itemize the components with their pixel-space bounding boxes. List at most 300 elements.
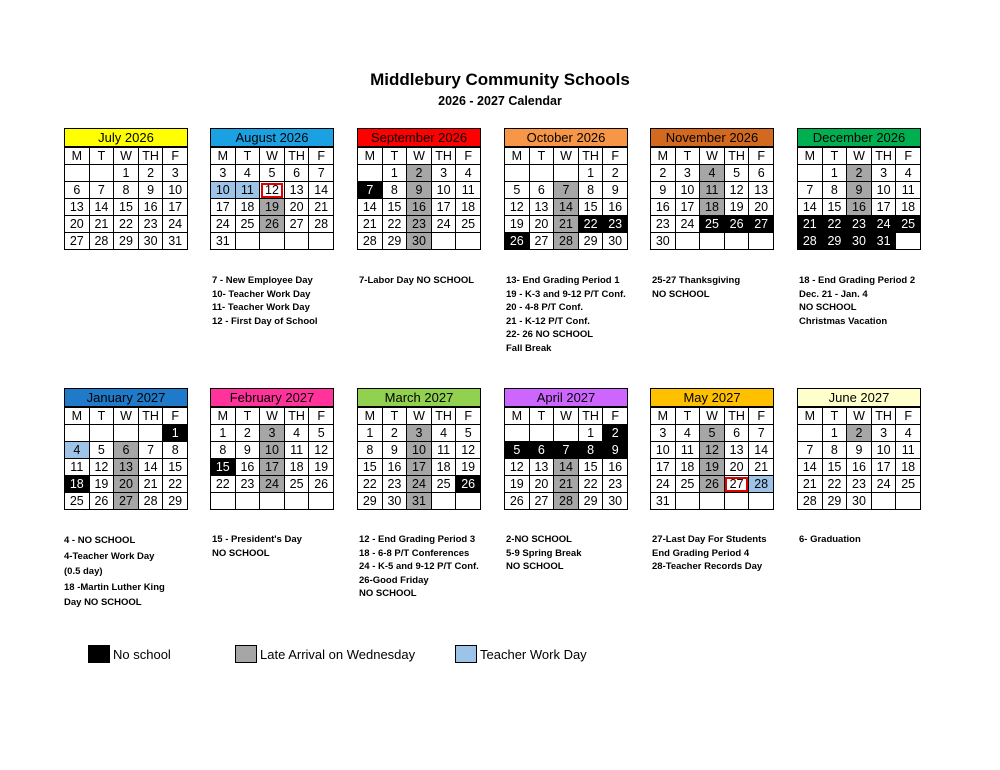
day-cell: 22 [358, 476, 383, 493]
day-cell: 13 [749, 182, 774, 199]
weekday-header: T [235, 408, 260, 425]
day-cell: 26 [89, 493, 114, 510]
day-cell: 25 [65, 493, 90, 510]
weekday-header: W [260, 148, 285, 165]
legend-label: Late Arrival on Wednesday [260, 646, 416, 662]
weekday-header: T [675, 148, 700, 165]
day-cell: 26 [309, 476, 334, 493]
month-table [357, 407, 481, 510]
weekday-header: T [382, 148, 407, 165]
day-cell: 18 [896, 459, 921, 476]
day-cell: 4 [284, 425, 309, 442]
weekday-header: TH [871, 408, 896, 425]
day-cell: 4 [235, 165, 260, 182]
weekday-header: W [554, 148, 579, 165]
month-april-2027 [504, 388, 628, 510]
legend-label: Teacher Work Day [480, 646, 587, 662]
day-cell: 3 [871, 165, 896, 182]
day-cell: 24 [407, 476, 432, 493]
note-line: 5-9 Spring Break [506, 547, 582, 559]
day-cell: 9 [651, 182, 676, 199]
weekday-header: TH [431, 148, 456, 165]
day-cell [456, 233, 481, 250]
month-notes [799, 533, 861, 547]
weekday-header: T [89, 408, 114, 425]
day-cell: 2 [407, 165, 432, 182]
day-cell: 10 [260, 442, 285, 459]
day-cell: 2 [847, 165, 872, 182]
day-cell: 29 [382, 233, 407, 250]
month-notes [212, 533, 302, 560]
day-cell: 5 [260, 165, 285, 182]
day-cell: 9 [847, 182, 872, 199]
day-cell [260, 493, 285, 510]
weekday-header: TH [724, 148, 749, 165]
note-line: 4 - NO SCHOOL [64, 535, 136, 546]
day-cell: 24 [211, 216, 236, 233]
day-cell: 10 [871, 442, 896, 459]
day-cell: 3 [871, 425, 896, 442]
note-line: NO SCHOOL [212, 547, 270, 559]
day-cell [554, 425, 579, 442]
day-cell: 6 [65, 182, 90, 199]
weekday-header: F [896, 408, 921, 425]
day-cell [554, 165, 579, 182]
day-cell: 6 [529, 182, 554, 199]
day-cell: 9 [407, 182, 432, 199]
day-cell: 21 [554, 216, 579, 233]
weekday-header: M [505, 148, 530, 165]
weekday-header: F [456, 408, 481, 425]
day-cell: 31 [407, 493, 432, 510]
weekday-header: W [700, 408, 725, 425]
note-line: 24 - K-5 and 9-12 P/T Conf. [359, 561, 479, 573]
day-cell: 26 [505, 493, 530, 510]
day-cell: 22 [578, 476, 603, 493]
day-cell: 17 [431, 199, 456, 216]
month-table [504, 147, 628, 250]
day-cell: 7 [798, 182, 823, 199]
note-line: 15 - President's Day [212, 534, 302, 545]
day-cell: 11 [896, 182, 921, 199]
day-cell: 15 [578, 199, 603, 216]
month-table [797, 407, 921, 510]
day-cell: 16 [847, 459, 872, 476]
day-cell: 24 [163, 216, 188, 233]
day-cell: 13 [65, 199, 90, 216]
day-cell: 8 [358, 442, 383, 459]
day-cell: 9 [603, 182, 628, 199]
day-cell: 31 [211, 233, 236, 250]
day-cell: 8 [822, 182, 847, 199]
day-cell: 31 [163, 233, 188, 250]
day-cell: 9 [382, 442, 407, 459]
day-cell [456, 493, 481, 510]
day-cell: 12 [456, 442, 481, 459]
day-cell: 19 [505, 476, 530, 493]
day-cell: 26 [724, 216, 749, 233]
day-cell: 16 [603, 199, 628, 216]
day-cell: 30 [847, 493, 872, 510]
day-cell: 12 [700, 442, 725, 459]
day-cell: 2 [138, 165, 163, 182]
day-cell: 29 [578, 493, 603, 510]
day-cell: 20 [284, 199, 309, 216]
day-cell: 3 [651, 425, 676, 442]
day-cell: 22 [578, 216, 603, 233]
day-cell: 21 [798, 476, 823, 493]
day-cell [235, 233, 260, 250]
day-cell: 9 [138, 182, 163, 199]
day-cell [505, 165, 530, 182]
weekday-header: F [896, 148, 921, 165]
month-may-2027 [650, 388, 774, 510]
day-cell: 15 [382, 199, 407, 216]
day-cell: 30 [847, 233, 872, 250]
day-cell: 28 [554, 493, 579, 510]
day-cell: 22 [211, 476, 236, 493]
note-line: 11- Teacher Work Day [212, 302, 310, 314]
month-header: November 2026 [650, 128, 774, 147]
day-cell: 22 [114, 216, 139, 233]
day-cell: 7 [554, 182, 579, 199]
weekday-header: W [260, 408, 285, 425]
day-cell: 14 [554, 199, 579, 216]
day-cell: 27 [284, 216, 309, 233]
day-cell: 19 [89, 476, 114, 493]
day-cell: 23 [603, 216, 628, 233]
legend-teacher-work-day [455, 643, 587, 665]
legend-label: No school [113, 646, 171, 662]
weekday-header: F [309, 148, 334, 165]
weekday-header: W [847, 408, 872, 425]
weekday-header: W [407, 408, 432, 425]
day-cell: 29 [822, 233, 847, 250]
month-march-2027 [357, 388, 481, 510]
month-august-2026 [210, 128, 334, 250]
weekday-header: TH [431, 408, 456, 425]
day-cell: 5 [505, 442, 530, 459]
day-cell: 1 [163, 425, 188, 442]
day-cell: 15 [822, 199, 847, 216]
month-notes [506, 533, 582, 574]
day-cell [896, 233, 921, 250]
day-cell: 30 [407, 233, 432, 250]
note-line: 7-Labor Day NO SCHOOL [359, 275, 475, 286]
day-cell [798, 165, 823, 182]
day-cell: 23 [651, 216, 676, 233]
day-cell: 18 [65, 476, 90, 493]
day-cell: 23 [603, 476, 628, 493]
day-cell: 7 [309, 165, 334, 182]
day-cell: 16 [382, 459, 407, 476]
note-line: 22- 26 NO SCHOOL [506, 329, 594, 341]
month-table [650, 147, 774, 250]
day-cell: 3 [211, 165, 236, 182]
day-cell: 21 [554, 476, 579, 493]
day-cell [211, 493, 236, 510]
day-cell [235, 493, 260, 510]
weekday-header: T [822, 148, 847, 165]
day-cell [505, 425, 530, 442]
day-cell: 6 [749, 165, 774, 182]
day-cell: 4 [896, 165, 921, 182]
day-cell [724, 233, 749, 250]
day-cell [871, 493, 896, 510]
note-line: Day NO SCHOOL [64, 597, 142, 608]
day-cell: 20 [724, 459, 749, 476]
day-cell: 24 [871, 216, 896, 233]
day-cell: 27 [114, 493, 139, 510]
day-cell: 28 [309, 216, 334, 233]
day-cell [798, 425, 823, 442]
weekday-header: T [822, 408, 847, 425]
weekday-header: TH [138, 148, 163, 165]
month-header: May 2027 [650, 388, 774, 407]
day-cell: 13 [529, 199, 554, 216]
day-cell: 25 [235, 216, 260, 233]
page-title: Middlebury Community Schools [370, 70, 630, 89]
note-line: Christmas Vacation [799, 315, 888, 327]
day-cell: 29 [114, 233, 139, 250]
day-cell: 21 [138, 476, 163, 493]
day-cell: 7 [749, 425, 774, 442]
day-cell: 8 [822, 442, 847, 459]
day-cell: 7 [358, 182, 383, 199]
day-cell: 4 [675, 425, 700, 442]
day-cell: 28 [749, 476, 774, 493]
day-cell: 2 [382, 425, 407, 442]
day-cell: 23 [382, 476, 407, 493]
day-cell: 27 [529, 493, 554, 510]
legend-late-arrival [235, 643, 415, 665]
weekday-header: M [211, 408, 236, 425]
day-cell: 3 [260, 425, 285, 442]
weekday-header: T [235, 148, 260, 165]
day-cell [138, 425, 163, 442]
note-line: 27-Last Day For Students [652, 534, 767, 545]
day-cell: 2 [603, 425, 628, 442]
day-cell: 7 [138, 442, 163, 459]
weekday-header: F [749, 148, 774, 165]
day-cell: 13 [529, 459, 554, 476]
day-cell: 7 [89, 182, 114, 199]
day-cell: 12 [505, 459, 530, 476]
day-cell: 16 [847, 199, 872, 216]
note-line: 12 - First Day of School [212, 315, 318, 327]
weekday-header: F [603, 408, 628, 425]
weekday-header: W [114, 408, 139, 425]
month-november-2026 [650, 128, 774, 250]
month-header: September 2026 [357, 128, 481, 147]
weekday-header: M [651, 408, 676, 425]
day-cell: 18 [675, 459, 700, 476]
day-cell: 2 [603, 165, 628, 182]
note-line: 6- Graduation [799, 534, 861, 545]
month-header: February 2027 [210, 388, 334, 407]
month-header: April 2027 [504, 388, 628, 407]
day-cell: 1 [382, 165, 407, 182]
day-cell: 18 [284, 459, 309, 476]
day-cell: 4 [456, 165, 481, 182]
weekday-header: TH [284, 408, 309, 425]
note-line: 4-Teacher Work Day [64, 550, 155, 562]
weekday-header: M [505, 408, 530, 425]
note-line: 2-NO SCHOOL [506, 534, 572, 545]
note-line: 28-Teacher Records Day [652, 561, 763, 573]
day-cell: 15 [822, 459, 847, 476]
day-cell: 1 [578, 165, 603, 182]
day-cell: 11 [700, 182, 725, 199]
weekday-header: M [358, 148, 383, 165]
day-cell: 19 [505, 216, 530, 233]
month-table [504, 407, 628, 510]
note-line: 13- End Grading Period 1 [506, 275, 620, 286]
note-line: Dec. 21 - Jan. 4 [799, 288, 868, 300]
day-cell [700, 493, 725, 510]
day-cell: 6 [529, 442, 554, 459]
day-cell: 17 [871, 459, 896, 476]
month-january-2027 [64, 388, 188, 510]
month-header: January 2027 [64, 388, 188, 407]
day-cell: 10 [871, 182, 896, 199]
day-cell [89, 425, 114, 442]
day-cell: 20 [65, 216, 90, 233]
weekday-header: F [163, 408, 188, 425]
day-cell: 30 [138, 233, 163, 250]
day-cell: 23 [138, 216, 163, 233]
note-line: 25-27 Thanksgiving [652, 275, 741, 286]
day-cell: 12 [89, 459, 114, 476]
month-table [210, 407, 334, 510]
day-cell: 25 [896, 216, 921, 233]
weekday-header: M [65, 148, 90, 165]
day-cell: 5 [89, 442, 114, 459]
legend-no-school [88, 643, 171, 665]
day-cell: 22 [163, 476, 188, 493]
day-cell: 11 [431, 442, 456, 459]
day-cell [114, 425, 139, 442]
day-cell: 17 [163, 199, 188, 216]
day-cell: 13 [724, 442, 749, 459]
month-notes [359, 533, 479, 601]
day-cell: 3 [407, 425, 432, 442]
day-cell: 21 [309, 199, 334, 216]
day-cell: 18 [896, 199, 921, 216]
month-notes [506, 274, 626, 356]
day-cell: 6 [114, 442, 139, 459]
weekday-header: M [211, 148, 236, 165]
day-cell: 1 [114, 165, 139, 182]
month-february-2027 [210, 388, 334, 510]
day-cell: 20 [529, 216, 554, 233]
day-cell: 10 [163, 182, 188, 199]
day-cell: 8 [578, 182, 603, 199]
legend-swatch-blue [455, 645, 477, 663]
day-cell: 27 [529, 233, 554, 250]
day-cell: 21 [89, 216, 114, 233]
day-cell: 19 [456, 459, 481, 476]
month-june-2027 [797, 388, 921, 510]
day-cell: 16 [138, 199, 163, 216]
weekday-header: W [847, 148, 872, 165]
day-cell: 14 [138, 459, 163, 476]
weekday-header: W [114, 148, 139, 165]
weekday-header: T [529, 408, 554, 425]
day-cell [749, 233, 774, 250]
day-cell: 31 [871, 233, 896, 250]
day-cell: 26 [700, 476, 725, 493]
day-cell: 24 [871, 476, 896, 493]
day-cell: 17 [407, 459, 432, 476]
day-cell: 26 [260, 216, 285, 233]
day-cell: 21 [358, 216, 383, 233]
day-cell: 23 [407, 216, 432, 233]
weekday-header: M [358, 408, 383, 425]
month-header: July 2026 [64, 128, 188, 147]
day-cell: 11 [675, 442, 700, 459]
day-cell: 24 [431, 216, 456, 233]
day-cell: 10 [431, 182, 456, 199]
day-cell: 6 [284, 165, 309, 182]
day-cell: 19 [309, 459, 334, 476]
day-cell [675, 493, 700, 510]
day-cell: 28 [798, 233, 823, 250]
day-cell: 25 [896, 476, 921, 493]
day-cell [700, 233, 725, 250]
day-cell: 9 [847, 442, 872, 459]
day-cell: 10 [211, 182, 236, 199]
day-cell: 9 [603, 442, 628, 459]
note-line: End Grading Period 4 [652, 547, 750, 559]
day-cell: 25 [675, 476, 700, 493]
day-cell: 28 [89, 233, 114, 250]
day-cell: 28 [138, 493, 163, 510]
month-notes [652, 533, 767, 574]
day-cell: 13 [114, 459, 139, 476]
day-cell: 5 [505, 182, 530, 199]
day-cell: 1 [211, 425, 236, 442]
day-cell: 11 [456, 182, 481, 199]
day-cell: 20 [749, 199, 774, 216]
day-cell: 27 [724, 476, 749, 493]
day-cell: 15 [358, 459, 383, 476]
month-header: August 2026 [210, 128, 334, 147]
page-subtitle: 2026 - 2027 Calendar [438, 94, 562, 108]
day-cell: 30 [603, 233, 628, 250]
day-cell [675, 233, 700, 250]
day-cell [65, 165, 90, 182]
day-cell [431, 493, 456, 510]
day-cell: 16 [603, 459, 628, 476]
day-cell: 25 [284, 476, 309, 493]
weekday-header: F [163, 148, 188, 165]
day-cell [65, 425, 90, 442]
day-cell: 12 [724, 182, 749, 199]
day-cell: 14 [798, 199, 823, 216]
day-cell: 11 [235, 182, 260, 199]
day-cell: 25 [456, 216, 481, 233]
note-line: Fall Break [506, 342, 552, 354]
day-cell: 23 [235, 476, 260, 493]
day-cell: 31 [651, 493, 676, 510]
day-cell: 8 [578, 442, 603, 459]
day-cell: 22 [822, 216, 847, 233]
day-cell: 17 [260, 459, 285, 476]
day-cell: 5 [700, 425, 725, 442]
day-cell: 14 [749, 442, 774, 459]
day-cell: 12 [260, 182, 285, 199]
